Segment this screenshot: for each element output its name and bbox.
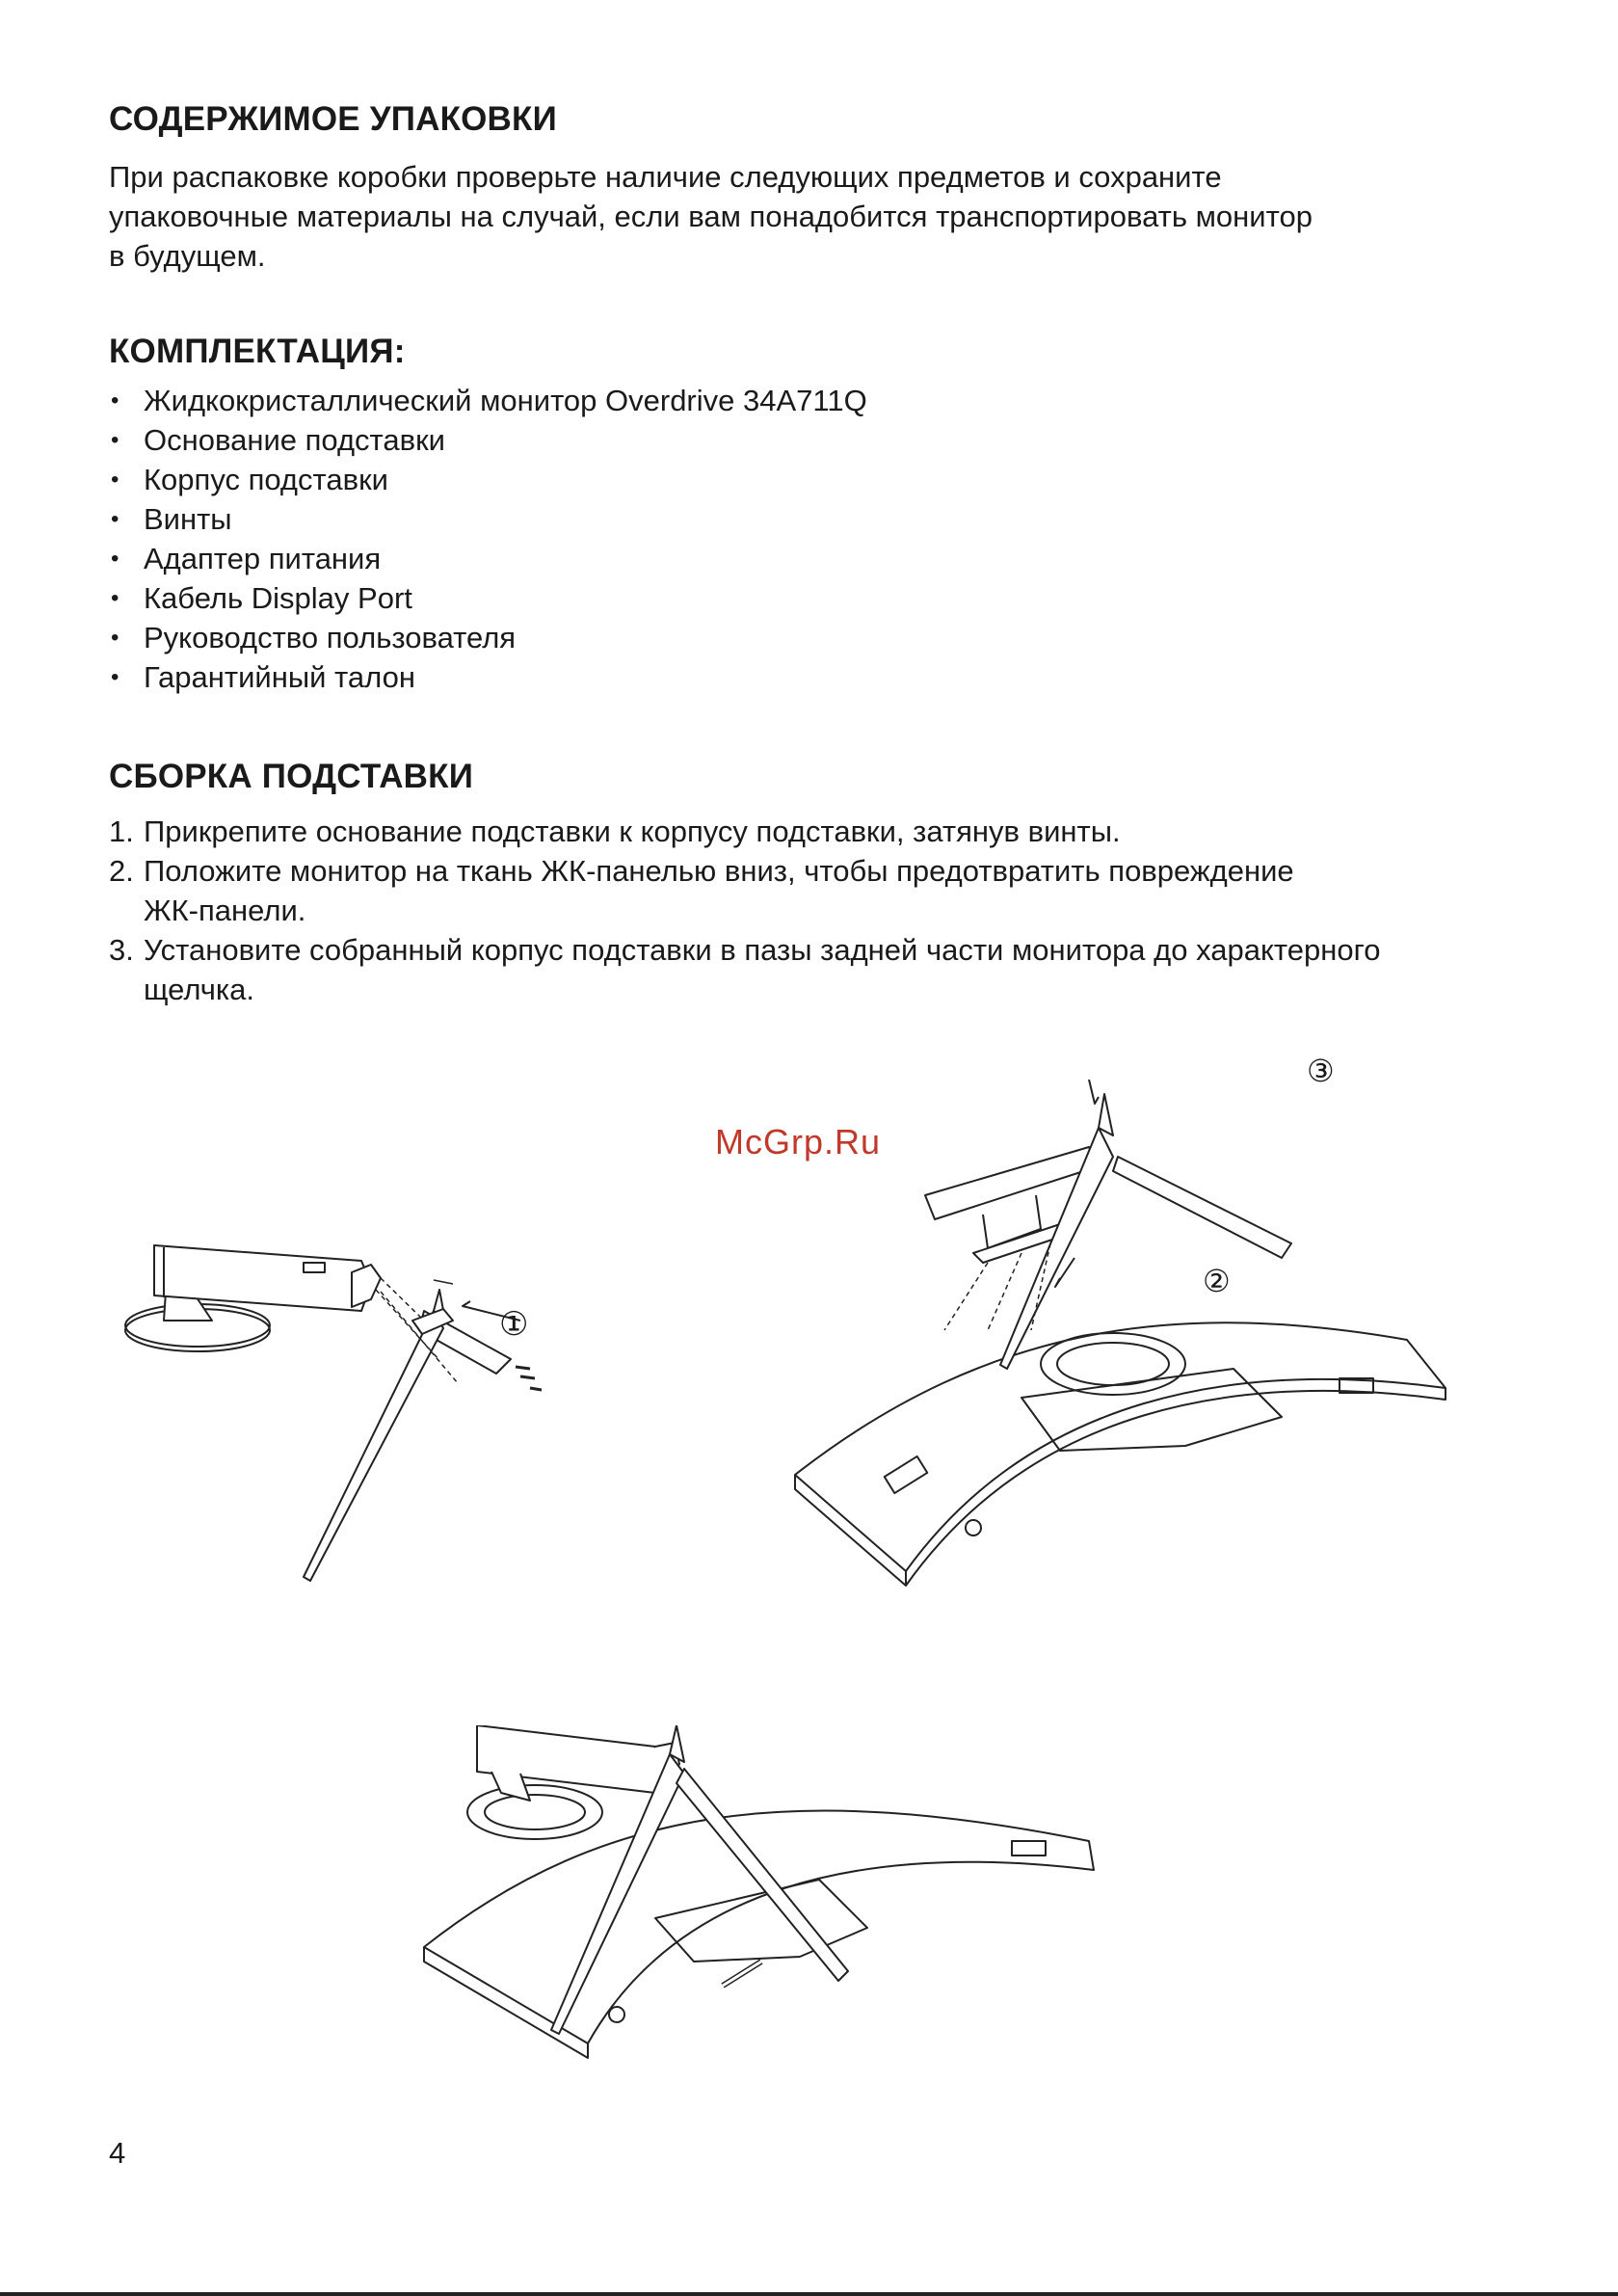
assembly-step [109,812,1554,851]
package-contents-text [109,157,1506,276]
page-bottom-rule [0,2292,1618,2296]
list-item: • Жидкокристаллический монитор Overdrive 34A711Q [109,381,867,420]
stand-leg-right [1113,1157,1291,1258]
list-item: • Основание подставки [109,420,867,460]
assembly-step [109,930,1554,1009]
step1-label: ① [499,1306,529,1343]
list-item: • Кабель Display Port [109,578,867,618]
monitor-port [609,2007,624,2022]
list-item: • Винты [109,499,867,539]
step-number: 2. [109,854,134,888]
list-item: • Корпус подставки [109,460,867,499]
list-item: • Адаптер питания [109,539,867,578]
section-title-package-contents: СОДЕРЖИМОЕ УПАКОВКИ [109,100,557,138]
contents-list [109,381,867,697]
list-item: • Руководство пользователя [109,618,867,657]
list-item: • Гарантийный талон [109,657,867,697]
step-text: Положите монитор на ткань ЖК-панелью вниз, чтобы предотвратить повреждение [144,854,1294,888]
monitor-back-panel [424,1811,1094,2043]
assembly-step [109,851,1554,930]
step-text: ЖК-панели. [144,894,306,927]
step3-label: ③ [1307,1054,1335,1088]
text-line: в будущем. [109,239,266,273]
monitor-mount-recess [467,1785,602,1839]
text-line: При распаковке коробки проверьте наличие следующих предметов и сохраните [109,160,1222,194]
figure-step2-3-attach-stand [781,1051,1513,1590]
screw-icon [516,1367,542,1390]
stand-leg-left [304,1311,443,1581]
assembly-steps [109,812,1554,1009]
page-number: 4 [109,2136,126,2170]
step-number: 1. [109,814,134,848]
step-text: Установите собранный корпус подставки в пазы задней части монитора до характерного [144,933,1381,967]
screw-icon [434,1280,453,1284]
section-title-contents: КОМПЛЕКТАЦИЯ: [109,333,406,370]
monitor-port [966,1520,981,1535]
step2-label: ② [1203,1264,1231,1298]
watermark: McGrp.Ru [715,1122,882,1161]
figure-step1-attach-base [106,1215,607,1600]
step-text: Прикрепите основание подставки к корпусу подставки, затянув винты. [144,814,1121,848]
figure-assembled-stand [414,1725,1108,2063]
step-text: щелчка. [144,973,255,1006]
step-number: 3. [109,933,134,967]
monitor-back-panel [795,1322,1446,1571]
section-title-stand-assembly: СБОРКА ПОДСТАВКИ [109,758,474,795]
arrow-icon [1089,1080,1099,1104]
text-line: упаковочные материалы на случай, если вам понадобится транспортировать монитор [109,200,1313,233]
